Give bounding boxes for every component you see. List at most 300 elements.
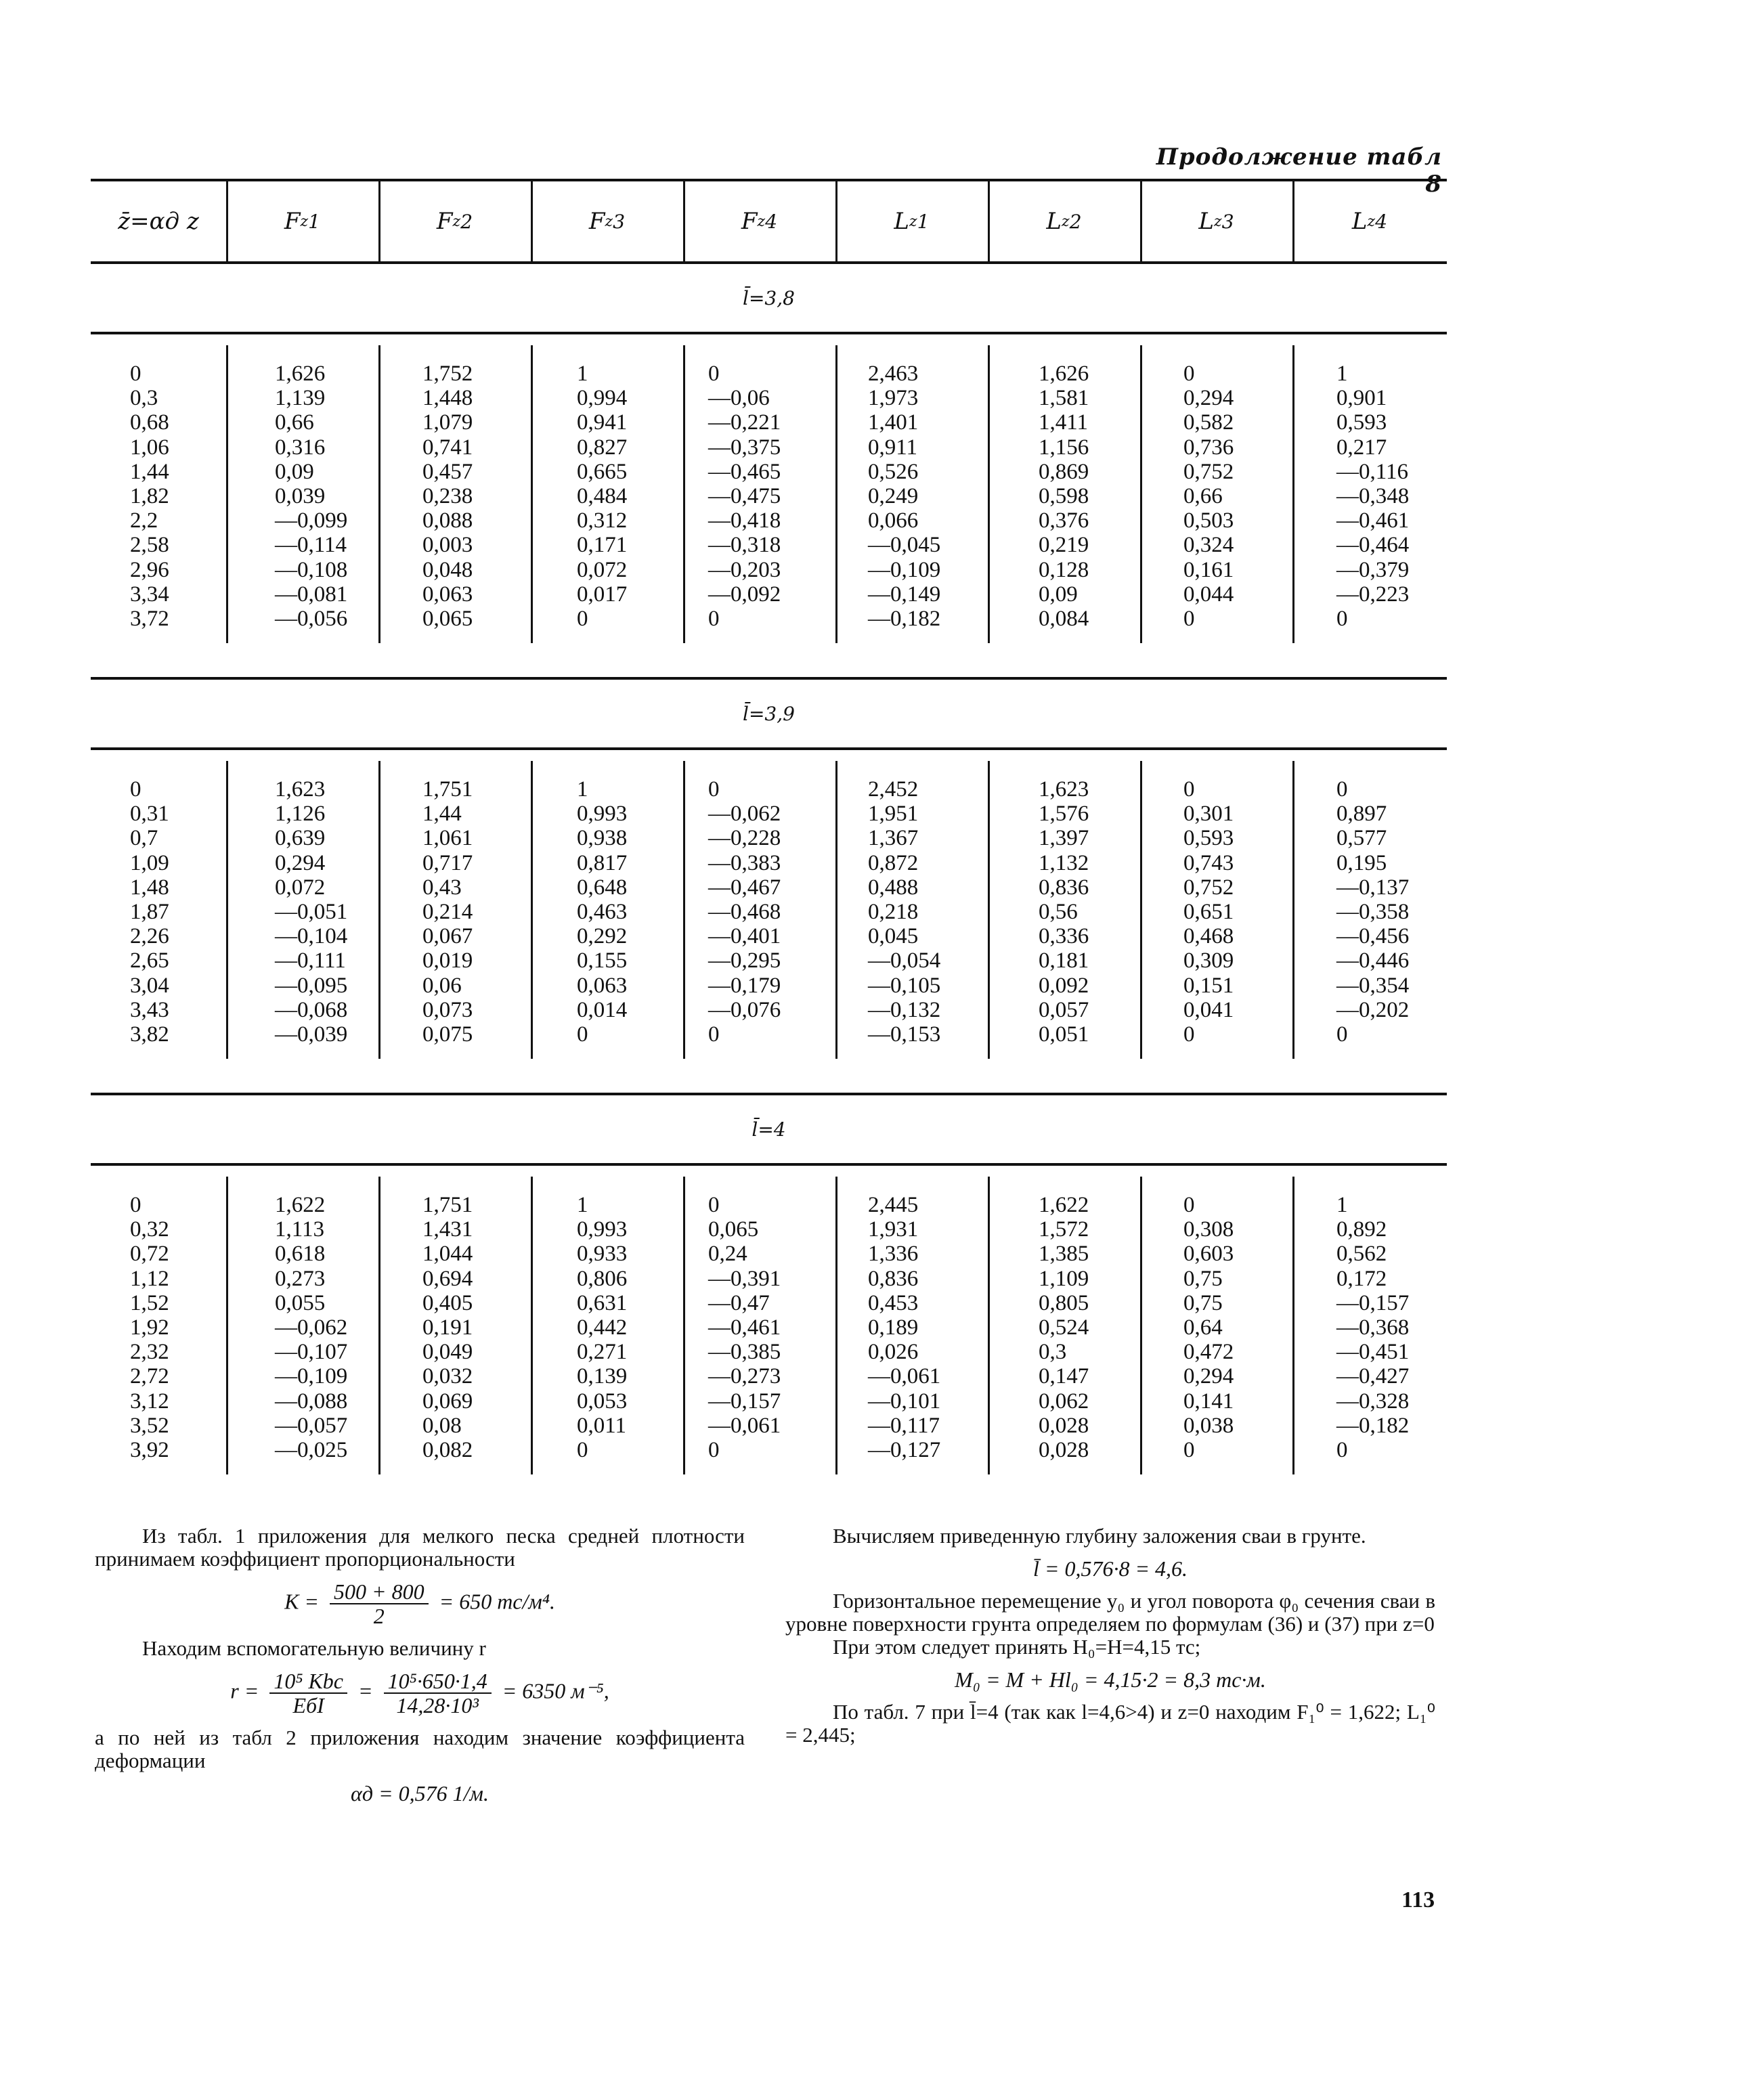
table-cell: 1,751: [422, 1193, 473, 1217]
table-cell: 0,562: [1336, 1242, 1387, 1267]
table-cell: 0,128: [1039, 557, 1089, 582]
table-cell: 0,014: [577, 997, 628, 1022]
table-cell: 0,806: [577, 1266, 628, 1291]
table-cell: —0,109: [868, 557, 941, 582]
table-cell: 0,032: [422, 1364, 473, 1389]
header-F2: F z 2: [436, 208, 473, 235]
table-cell: —0,228: [708, 826, 781, 851]
section-l-4: [91, 1095, 1447, 1491]
table-cell: 0,472: [1183, 1340, 1234, 1365]
table-cell: 0: [708, 362, 720, 386]
table-cell: —0,099: [275, 508, 348, 533]
table-cell: —0,375: [708, 435, 781, 460]
table-cell: 1,044: [422, 1242, 473, 1267]
table-cell: —0,107: [275, 1340, 348, 1365]
col-L2: [1039, 362, 1089, 631]
table-cell: 1: [1336, 1193, 1348, 1217]
table-cell: —0,054: [868, 948, 941, 974]
col-F4: [708, 777, 781, 1047]
table-cell: 0,75: [1183, 1290, 1223, 1315]
table-cell: 0,631: [577, 1290, 628, 1315]
paragraph: а по ней из табл 2 приложения находим значение коэффициента деформации: [95, 1726, 745, 1772]
table-cell: 0,294: [1183, 386, 1234, 411]
table-cell: 0,09: [275, 459, 314, 484]
table-cell: —0,116: [1336, 459, 1409, 484]
col-L3: [1183, 777, 1234, 1047]
table-cell: 0,582: [1183, 410, 1234, 435]
table-cell: 0,08: [422, 1413, 462, 1438]
table-cell: 0,66: [1183, 484, 1223, 509]
table-cell: 0,088: [422, 508, 473, 533]
table-cell: 0: [1183, 1022, 1195, 1047]
table-cell: —0,137: [1336, 875, 1410, 900]
table-cell: —0,318: [708, 533, 781, 558]
table-cell: 3,34: [130, 582, 169, 607]
table-cell: —0,464: [1336, 533, 1410, 558]
table-cell: 0,457: [422, 459, 473, 484]
table-cell: 0: [1183, 362, 1195, 386]
table-cell: —0,295: [708, 948, 781, 974]
table-cell: 1: [577, 777, 588, 802]
col-F2: [422, 362, 473, 631]
table-cell: 0,593: [1183, 826, 1234, 851]
table-cell: 1,401: [868, 410, 919, 435]
table-cell: —0,391: [708, 1266, 781, 1291]
table-cell: 0,941: [577, 410, 628, 435]
table-cell: 1,061: [422, 826, 473, 851]
table-cell: 0,214: [422, 900, 473, 925]
table-cell: —0,401: [708, 924, 781, 949]
table-cell: 0,817: [577, 850, 628, 875]
table-cell: 3,43: [130, 997, 169, 1022]
table-cell: 0,872: [868, 850, 919, 875]
table-cell: 1,397: [1039, 826, 1089, 851]
table-cell: —0,465: [708, 459, 781, 484]
table-cell: —0,461: [708, 1315, 781, 1340]
table-cell: 0,64: [1183, 1315, 1223, 1340]
table-cell: 3,52: [130, 1413, 169, 1438]
table-cell: —0,051: [275, 900, 348, 925]
table-cell: —0,081: [275, 582, 348, 607]
table-cell: 0: [1183, 777, 1195, 802]
table-cell: 0,301: [1183, 802, 1234, 827]
table-cell: 0: [130, 777, 141, 802]
section-title: l̄=3,9: [91, 680, 1447, 750]
table-cell: 2,96: [130, 557, 169, 582]
table-cell: —0,157: [708, 1388, 781, 1414]
table-cell: —0,092: [708, 582, 781, 607]
table-cell: 0: [577, 1022, 588, 1047]
table-cell: 0,151: [1183, 973, 1234, 998]
table-cell: 0,063: [577, 973, 628, 998]
table-cell: 0,271: [577, 1340, 628, 1365]
table-cell: 0,084: [1039, 607, 1089, 632]
table-cell: 0,191: [422, 1315, 473, 1340]
table-cell: 0,639: [275, 826, 326, 851]
table-cell: —0,446: [1336, 948, 1410, 974]
col-L1: [868, 1193, 940, 1462]
table-cell: —0,273: [708, 1364, 781, 1389]
header-z: z̄=αд z: [118, 208, 199, 235]
table-cell: —0,153: [868, 1022, 941, 1047]
table-cell: 2,445: [868, 1193, 919, 1217]
table-cell: —0,456: [1336, 924, 1410, 949]
table-cell: 0,994: [577, 386, 628, 411]
section-body: [91, 334, 1447, 680]
table-cell: 0,488: [868, 875, 919, 900]
table-cell: 0,041: [1183, 997, 1234, 1022]
table-cell: 0,019: [422, 948, 473, 974]
table-cell: 0: [1183, 1438, 1195, 1463]
table-cell: 0,648: [577, 875, 628, 900]
col-F4: [708, 362, 781, 631]
table-cell: —0,039: [275, 1022, 348, 1047]
table-cell: 1,576: [1039, 802, 1089, 827]
table-cell: 1,139: [275, 386, 326, 411]
table-cell: 0,526: [868, 459, 919, 484]
table-cell: 0,309: [1183, 948, 1234, 974]
table-cell: 0,063: [422, 582, 473, 607]
table-cell: 1,622: [275, 1193, 326, 1217]
col-z: [130, 1193, 169, 1462]
table-cell: 0,026: [868, 1340, 919, 1365]
table-cell: 1,622: [1039, 1193, 1089, 1217]
col-F4: [708, 1193, 781, 1462]
table-cell: 0,442: [577, 1315, 628, 1340]
table-cell: 1,623: [275, 777, 326, 802]
header-L2: L z 2: [1046, 208, 1082, 235]
col-L3: [1183, 362, 1234, 631]
table-cell: 0: [708, 607, 720, 632]
table-cell: 0: [1336, 1438, 1348, 1463]
table-cell: 0: [577, 1438, 588, 1463]
header-L3: L z 3: [1198, 208, 1234, 235]
paragraph: При этом следует принять H₀=H=4,15 тс;: [833, 1635, 1201, 1659]
table-cell: —0,203: [708, 557, 781, 582]
table-cell: 1,448: [422, 386, 473, 411]
table-cell: 1,751: [422, 777, 473, 802]
table-cell: 1,109: [1039, 1266, 1089, 1291]
table-cell: —0,101: [868, 1388, 941, 1414]
paragraph: Из табл. 1 приложения для мелкого песка средней плотности принимаем коэффициент пропорциональности: [95, 1524, 745, 1571]
table-cell: 0,067: [422, 924, 473, 949]
table-cell: —0,354: [1336, 973, 1410, 998]
col-F1: [275, 1193, 347, 1462]
table-cell: 0,294: [275, 850, 326, 875]
table-cell: 1,44: [130, 459, 169, 484]
table-cell: 1,113: [275, 1217, 325, 1242]
table-cell: —0,117: [868, 1413, 940, 1438]
table-cell: 0,7: [130, 826, 158, 851]
table-cell: 0,3: [130, 386, 158, 411]
table-cell: 0,048: [422, 557, 473, 582]
table-cell: 0,736: [1183, 435, 1234, 460]
table-cell: 1,752: [422, 362, 473, 386]
table-cell: 1,06: [130, 435, 169, 460]
table-cell: 0: [708, 1438, 720, 1463]
table-cell: 1,079: [422, 410, 473, 435]
table-cell: 0,911: [868, 435, 918, 460]
col-F3: [577, 1193, 627, 1462]
table-cell: —0,061: [708, 1413, 781, 1438]
table-cell: 0,141: [1183, 1388, 1234, 1414]
table-cell: —0,088: [275, 1388, 348, 1414]
formula-K: K = $\frac{500 + 800}{2}$ = 650 тс/м⁴.: [284, 1579, 555, 1628]
col-F3: [577, 777, 627, 1047]
table-cell: —0,157: [1336, 1290, 1410, 1315]
table-cell: —0,149: [868, 582, 941, 607]
right-text-column: [785, 1525, 1435, 1747]
table-cell: 0,161: [1183, 557, 1234, 582]
table-cell: 0,055: [275, 1290, 326, 1315]
table-cell: 3,04: [130, 973, 169, 998]
table-cell: 0,316: [275, 435, 326, 460]
table-cell: 0,805: [1039, 1290, 1089, 1315]
table-cell: —0,068: [275, 997, 348, 1022]
table-cell: 0,062: [1039, 1388, 1089, 1414]
table-cell: 0,172: [1336, 1266, 1387, 1291]
table-cell: 0,752: [1183, 459, 1234, 484]
table-cell: —0,056: [275, 607, 348, 632]
table-cell: —0,108: [275, 557, 348, 582]
table-cell: 0,072: [577, 557, 628, 582]
table-cell: 2,65: [130, 948, 169, 974]
col-F2: [422, 1193, 473, 1462]
table-cell: 0,066: [868, 508, 919, 533]
table-cell: —0,109: [275, 1364, 348, 1389]
table-cell: 0,053: [577, 1388, 628, 1414]
paragraph: Горизонтальное перемещение y₀ и угол поворота φ₀ сечения сваи в уровне поверхности грунта определяем по формулам (36) и (37) при z=0: [785, 1589, 1435, 1636]
table-cell: 1,951: [868, 802, 919, 827]
table-cell: 1,973: [868, 386, 919, 411]
table-cell: —0,467: [708, 875, 781, 900]
table-cell: —0,104: [275, 924, 348, 949]
table-cell: 0,484: [577, 484, 628, 509]
table-cell: 0,06: [422, 973, 462, 998]
table-cell: 0,503: [1183, 508, 1234, 533]
table-cell: 0,028: [1039, 1413, 1089, 1438]
paragraph: По табл. 7 при l̄=4 (так как l=4,6>4) и z=0 находим F₁⁰ = 1,622; L₁⁰ = 2,445;: [785, 1700, 1435, 1747]
table-cell: 0,155: [577, 948, 628, 974]
table-cell: —0,368: [1336, 1315, 1410, 1340]
table-cell: 1,87: [130, 900, 169, 925]
table-cell: 0,044: [1183, 582, 1234, 607]
table-cell: 0,273: [275, 1266, 326, 1291]
table-cell: —0,182: [1336, 1413, 1410, 1438]
col-F2: [422, 777, 473, 1047]
table-cell: 0,195: [1336, 850, 1387, 875]
table-cell: —0,461: [1336, 508, 1410, 533]
formula-l: l̄ = 0,576·8 = 4,6.: [1032, 1556, 1188, 1581]
col-L1: [868, 777, 940, 1047]
table-cell: 0,082: [422, 1438, 473, 1463]
col-L2: [1039, 777, 1089, 1047]
table-cell: 0: [1183, 1193, 1195, 1217]
table-cell: 0,324: [1183, 533, 1234, 558]
header-L1: L z 1: [894, 208, 930, 235]
table-cell: 0: [708, 1193, 720, 1217]
table-cell: 0,336: [1039, 924, 1089, 949]
table-cell: 0,069: [422, 1388, 473, 1414]
table-cell: 1: [577, 1193, 588, 1217]
section-title: l̄=3,8: [91, 264, 1447, 334]
table-cell: —0,418: [708, 508, 781, 533]
table-cell: 0,217: [1336, 435, 1387, 460]
table-cell: 0,039: [275, 484, 326, 509]
table-cell: 2,463: [868, 362, 919, 386]
table-cell: 0,752: [1183, 875, 1234, 900]
table-cell: 0,75: [1183, 1266, 1223, 1291]
table-cell: 0,68: [130, 410, 169, 435]
table-cell: 1,336: [868, 1242, 919, 1267]
table-cell: 0: [1336, 607, 1348, 632]
table-cell: 0,003: [422, 533, 473, 558]
table-cell: 0: [130, 1193, 141, 1217]
table-cell: 0,651: [1183, 900, 1234, 925]
table-cell: 0,072: [275, 875, 326, 900]
table-cell: 0,376: [1039, 508, 1089, 533]
table-cell: —0,132: [868, 997, 941, 1022]
table-cell: 1: [1336, 362, 1348, 386]
table-cell: 0,694: [422, 1266, 473, 1291]
table-cell: —0,221: [708, 410, 781, 435]
table-cell: —0,383: [708, 850, 781, 875]
col-L4: [1336, 777, 1409, 1047]
table-cell: 1,581: [1039, 386, 1089, 411]
table-cell: —0,379: [1336, 557, 1410, 582]
table-cell: 0,453: [868, 1290, 919, 1315]
table-cell: 1,12: [130, 1266, 169, 1291]
section-body: [91, 1166, 1447, 1491]
table-cell: 0: [708, 1022, 720, 1047]
section-title: l̄=4: [91, 1095, 1447, 1166]
table-cell: 0,938: [577, 826, 628, 851]
table-cell: —0,468: [708, 900, 781, 925]
table-cell: 0,405: [422, 1290, 473, 1315]
section-body: [91, 750, 1447, 1095]
table-cell: —0,427: [1336, 1364, 1410, 1389]
table-cell: —0,202: [1336, 997, 1410, 1022]
section-l-3-8: [91, 264, 1447, 680]
table-cell: 0,249: [868, 484, 919, 509]
table-cell: 0,598: [1039, 484, 1089, 509]
table-cell: 0,051: [1039, 1022, 1089, 1047]
table-cell: 0: [577, 607, 588, 632]
table-cell: —0,475: [708, 484, 781, 509]
table-cell: 1,367: [868, 826, 919, 851]
table-cell: —0,348: [1336, 484, 1410, 509]
table-cell: 0,933: [577, 1242, 628, 1267]
header-F3: F z 3: [588, 208, 626, 235]
table-cell: 0,593: [1336, 410, 1387, 435]
table-cell: 0,66: [275, 410, 314, 435]
table-cell: 0,32: [130, 1217, 169, 1242]
table-cell: 0,901: [1336, 386, 1387, 411]
table-cell: 1,52: [130, 1290, 169, 1315]
table-cell: 2,72: [130, 1364, 169, 1389]
table-cell: 0,468: [1183, 924, 1234, 949]
coefficient-table: [91, 179, 1447, 1491]
table-cell: 3,92: [130, 1438, 169, 1463]
table-cell: 1,623: [1039, 777, 1089, 802]
table-cell: 1,411: [1039, 410, 1089, 435]
formula-r: r = $\frac{\text{10⁵ Kbc}}{\text{EбI}}$ = $\frac{\text{10⁵·650·1,4}}{\text{14,28·10³}}$ = 6350 м⁻⁵,: [230, 1669, 609, 1718]
formula-alpha: αд = 0,576 1/м.: [351, 1781, 489, 1806]
table-cell: 2,452: [868, 777, 919, 802]
table-cell: —0,061: [868, 1364, 941, 1389]
table-cell: 0,827: [577, 435, 628, 460]
section-l-3-9: [91, 680, 1447, 1095]
table-caption: Продолжение табл 8: [1156, 144, 1442, 198]
table-cell: 0,618: [275, 1242, 326, 1267]
table-cell: —0,06: [708, 386, 770, 411]
table-cell: 2,2: [130, 508, 158, 533]
table-cell: 0,869: [1039, 459, 1089, 484]
table-cell: —0,045: [868, 533, 941, 558]
table-cell: 0,065: [708, 1217, 759, 1242]
table-cell: 0,057: [1039, 997, 1089, 1022]
table-cell: 0,897: [1336, 802, 1387, 827]
table-cell: 0,836: [1039, 875, 1089, 900]
table-cell: —0,114: [275, 533, 347, 558]
table-cell: 0,31: [130, 802, 169, 827]
table-cell: 0,3: [1039, 1340, 1067, 1365]
table-cell: —0,062: [708, 802, 781, 827]
col-L4: [1336, 1193, 1409, 1462]
table-header: [91, 179, 1447, 264]
table-cell: 1: [577, 362, 588, 386]
table-cell: 0,065: [422, 607, 473, 632]
table-cell: 0,308: [1183, 1217, 1234, 1242]
col-L4: [1336, 362, 1409, 631]
table-cell: 1,931: [868, 1217, 919, 1242]
table-cell: 0,049: [422, 1340, 473, 1365]
table-cell: —0,182: [868, 607, 941, 632]
table-cell: 0,741: [422, 435, 473, 460]
table-cell: —0,105: [868, 973, 941, 998]
table-cell: 0,24: [708, 1242, 747, 1267]
table-cell: —0,095: [275, 973, 348, 998]
table-cell: 0,139: [577, 1364, 628, 1389]
table-cell: 0: [1336, 777, 1348, 802]
table-cell: 0,717: [422, 850, 473, 875]
table-cell: 1,126: [275, 802, 326, 827]
table-cell: 1,626: [1039, 362, 1089, 386]
table-cell: 1,572: [1039, 1217, 1089, 1242]
table-cell: 0,524: [1039, 1315, 1089, 1340]
table-cell: 0,171: [577, 533, 628, 558]
table-cell: —0,451: [1336, 1340, 1410, 1365]
table-cell: —0,025: [275, 1438, 348, 1463]
table-cell: 1,09: [130, 850, 169, 875]
table-cell: —0,47: [708, 1290, 770, 1315]
page-number: 113: [1401, 1887, 1435, 1912]
table-cell: 2,32: [130, 1340, 169, 1365]
table-cell: 0,147: [1039, 1364, 1089, 1389]
table-cell: 0,993: [577, 1217, 628, 1242]
table-cell: 0,075: [422, 1022, 473, 1047]
header-L4: L z 4: [1351, 208, 1388, 235]
table-cell: 1,385: [1039, 1242, 1089, 1267]
table-cell: 0,292: [577, 924, 628, 949]
table-cell: 0,577: [1336, 826, 1387, 851]
table-cell: —0,127: [868, 1438, 941, 1463]
col-z: [130, 777, 169, 1047]
formula-M0: M₀ = M + Hl₀ = 4,15·2 = 8,3 тс·м.: [955, 1667, 1266, 1692]
table-cell: 0: [1336, 1022, 1348, 1047]
table-cell: 0,238: [422, 484, 473, 509]
paragraph: Находим вспомогательную величину r: [142, 1636, 486, 1660]
